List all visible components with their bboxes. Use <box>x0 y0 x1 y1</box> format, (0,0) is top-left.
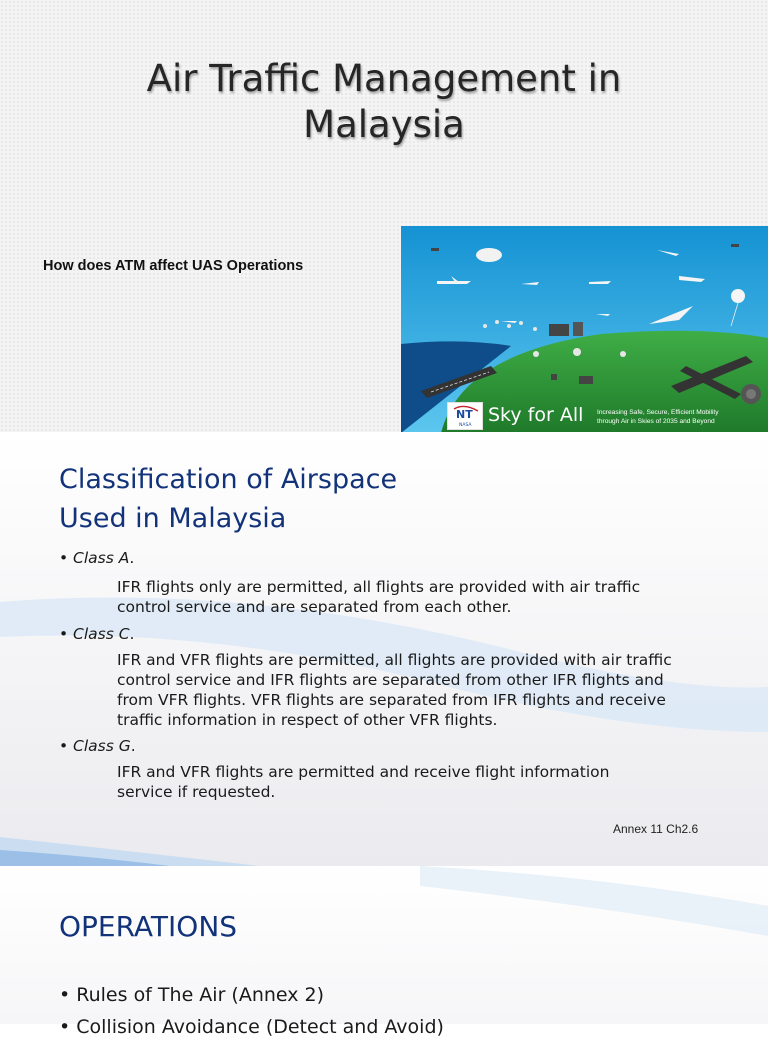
class-g-description <box>117 762 727 802</box>
bullet-dot: • <box>59 625 69 643</box>
operations-bullet-text: Rules of The Air (Annex 2) <box>76 984 325 1006</box>
class-a-bullet: • Class A. <box>59 549 135 567</box>
logo-text: NT <box>456 408 473 421</box>
sky-for-all-caption: Sky for All <box>488 404 584 426</box>
class-c-line: control service and IFR flights are separated from other IFR flights and <box>117 671 664 689</box>
class-c-line: traffic information in respect of other VFR flights. <box>117 711 498 729</box>
bullet-dot: • <box>59 549 69 567</box>
class-c-bullet: • Class C. <box>59 625 135 643</box>
operations-bullet <box>59 1016 444 1038</box>
slide2-title <box>59 460 659 538</box>
class-g-label: Class G <box>73 737 131 755</box>
logo-sub: NASA <box>459 423 472 428</box>
slide3-title: OPERATIONS <box>59 910 238 943</box>
annex-reference: Annex 11 Ch2.6 <box>613 822 699 836</box>
tagline-line2: through Air in Skies of 2035 and Beyond <box>597 418 715 425</box>
slide1-title-line2: Malaysia <box>303 103 465 146</box>
operations-bullet-text: Collision Avoidance (Detect and Avoid) <box>76 1016 444 1038</box>
sky-for-all-illustration <box>401 226 768 433</box>
class-a-description <box>117 577 727 617</box>
class-c-label: Class C <box>73 625 130 643</box>
operations-bullet <box>59 984 324 1006</box>
nasa-logo <box>447 402 483 430</box>
class-g-bullet: • Class G. <box>59 737 136 755</box>
slide-title <box>0 0 768 432</box>
class-a-label: Class A <box>73 549 130 567</box>
class-g-line: IFR and VFR flights are permitted and receive flight information <box>117 763 610 781</box>
slide1-subtitle: How does ATM affect UAS Operations <box>43 258 304 274</box>
class-a-line: IFR flights only are permitted, all flights are provided with air traffic <box>117 578 641 596</box>
sky-for-all-tagline <box>597 408 767 426</box>
bullet-dot: • <box>59 737 69 755</box>
class-c-description <box>117 650 727 730</box>
bullet-dot: • <box>59 984 71 1006</box>
class-a-line: control service and are separated from each other. <box>117 598 512 616</box>
class-c-line: IFR and VFR flights are permitted, all flights are provided with air traffic <box>117 651 672 669</box>
slide-airspace-classification <box>0 432 768 866</box>
slide2-title-line1: Classification of Airspace <box>59 464 398 495</box>
bullet-dot: • <box>59 1016 71 1038</box>
class-c-line: from VFR flights. VFR flights are separated from IFR flights and receive <box>117 691 666 709</box>
slide1-title-line1: Air Traffic Management in <box>146 57 622 100</box>
tagline-line1: Increasing Safe, Secure, Efficient Mobility <box>597 409 719 416</box>
slide2-title-line2: Used in Malaysia <box>59 503 287 534</box>
slide1-title <box>0 56 768 148</box>
slide-operations <box>0 866 768 1038</box>
class-g-line: service if requested. <box>117 783 276 801</box>
